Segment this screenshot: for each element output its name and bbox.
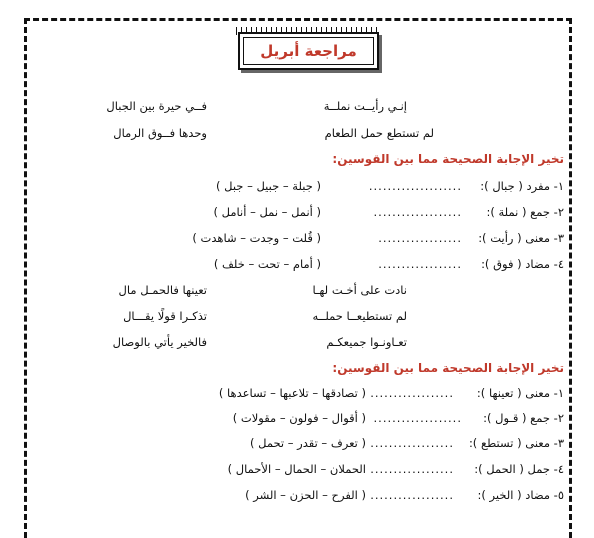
q2-3-options: ( تعرف – تقدر – تحمل ) xyxy=(249,436,366,450)
q2-5-stem: ٥- مضاد ( الخير ): xyxy=(477,488,564,502)
q2-4-stem: ٤- جمل ( الحمل ): xyxy=(474,462,564,476)
q2-2-options: ( أقوال – فولون – مقولات ) xyxy=(232,411,366,425)
poem2-line1-left: تعينها فالحمـل مال xyxy=(118,283,207,297)
q1-4-blank: .................. xyxy=(378,257,462,271)
q1-2-blank: ................... xyxy=(373,205,462,219)
poem2-line3-right: تعـاونـوا جميعكـم xyxy=(326,335,407,349)
section2-heading: تخير الإجابة الصحيحة مما بين القوسين: xyxy=(332,361,564,375)
poem2-line3-left: فالخير يأتي بالوصال xyxy=(112,335,207,349)
page-border xyxy=(24,18,572,538)
q2-1-stem: ١- معنى ( تعينها ): xyxy=(476,386,564,400)
q2-5-blank: .................. xyxy=(370,488,454,502)
q2-5-options: ( الفرح – الحزن – الشر ) xyxy=(245,488,366,502)
q2-2-stem: ٢- جمع ( قـول ): xyxy=(483,411,564,425)
q1-3-blank: .................. xyxy=(378,231,462,245)
poem2-line1-right: نادت على أخـت لهـا xyxy=(312,283,407,297)
poem2-line2-left: تذكـرا قولًا يقـــال xyxy=(123,309,207,323)
q2-3-stem: ٣- معنى ( تستطع ): xyxy=(468,436,564,450)
q1-4-options: ( أمام – تحت – خلف ) xyxy=(213,257,321,271)
q1-2-options: ( أنمل – نمل – أنامل ) xyxy=(213,205,321,219)
q1-2-stem: ٢- جمع ( نملة ): xyxy=(486,205,564,219)
q1-1-options: ( جبلة – جبيل – جبل ) xyxy=(215,179,321,193)
q1-1-stem: ١- مفرد ( جبال ): xyxy=(480,179,564,193)
page-title: مراجعة أبريل xyxy=(260,42,357,60)
q2-1-options: ( تصادقها – تلاعبها – تساعدها ) xyxy=(218,386,366,400)
q1-3-stem: ٣- معنى ( رأيت ): xyxy=(478,231,564,245)
poem2-line2-right: لم تستطيعــا حملــه xyxy=(312,309,407,323)
q1-4-stem: ٤- مضاد ( فوق ): xyxy=(481,257,564,271)
poem1-line2-left: وحدها فــوق الرمال xyxy=(113,126,207,140)
title-box xyxy=(238,32,379,70)
q2-1-blank: .................. xyxy=(370,386,454,400)
poem1-line1-right: إنـي رأيــت نملــة xyxy=(323,99,407,113)
q2-4-options: الحملان – الحمال – الأحمال ) xyxy=(227,462,366,476)
q1-3-options: ( قُلت – وجدت – شاهدت ) xyxy=(192,231,321,245)
poem1-line1-left: فــي حيرة بين الجبال xyxy=(106,99,207,113)
q2-2-blank: ................... xyxy=(373,411,462,425)
q1-1-blank: .................... xyxy=(368,179,462,193)
poem1-line2-right: لم تستطع حمل الطعام xyxy=(324,126,434,140)
section1-heading: تخير الإجابة الصحيحة مما بين القوسين: xyxy=(332,152,564,166)
q2-4-blank: .................. xyxy=(370,462,454,476)
q2-3-blank: .................. xyxy=(370,436,454,450)
